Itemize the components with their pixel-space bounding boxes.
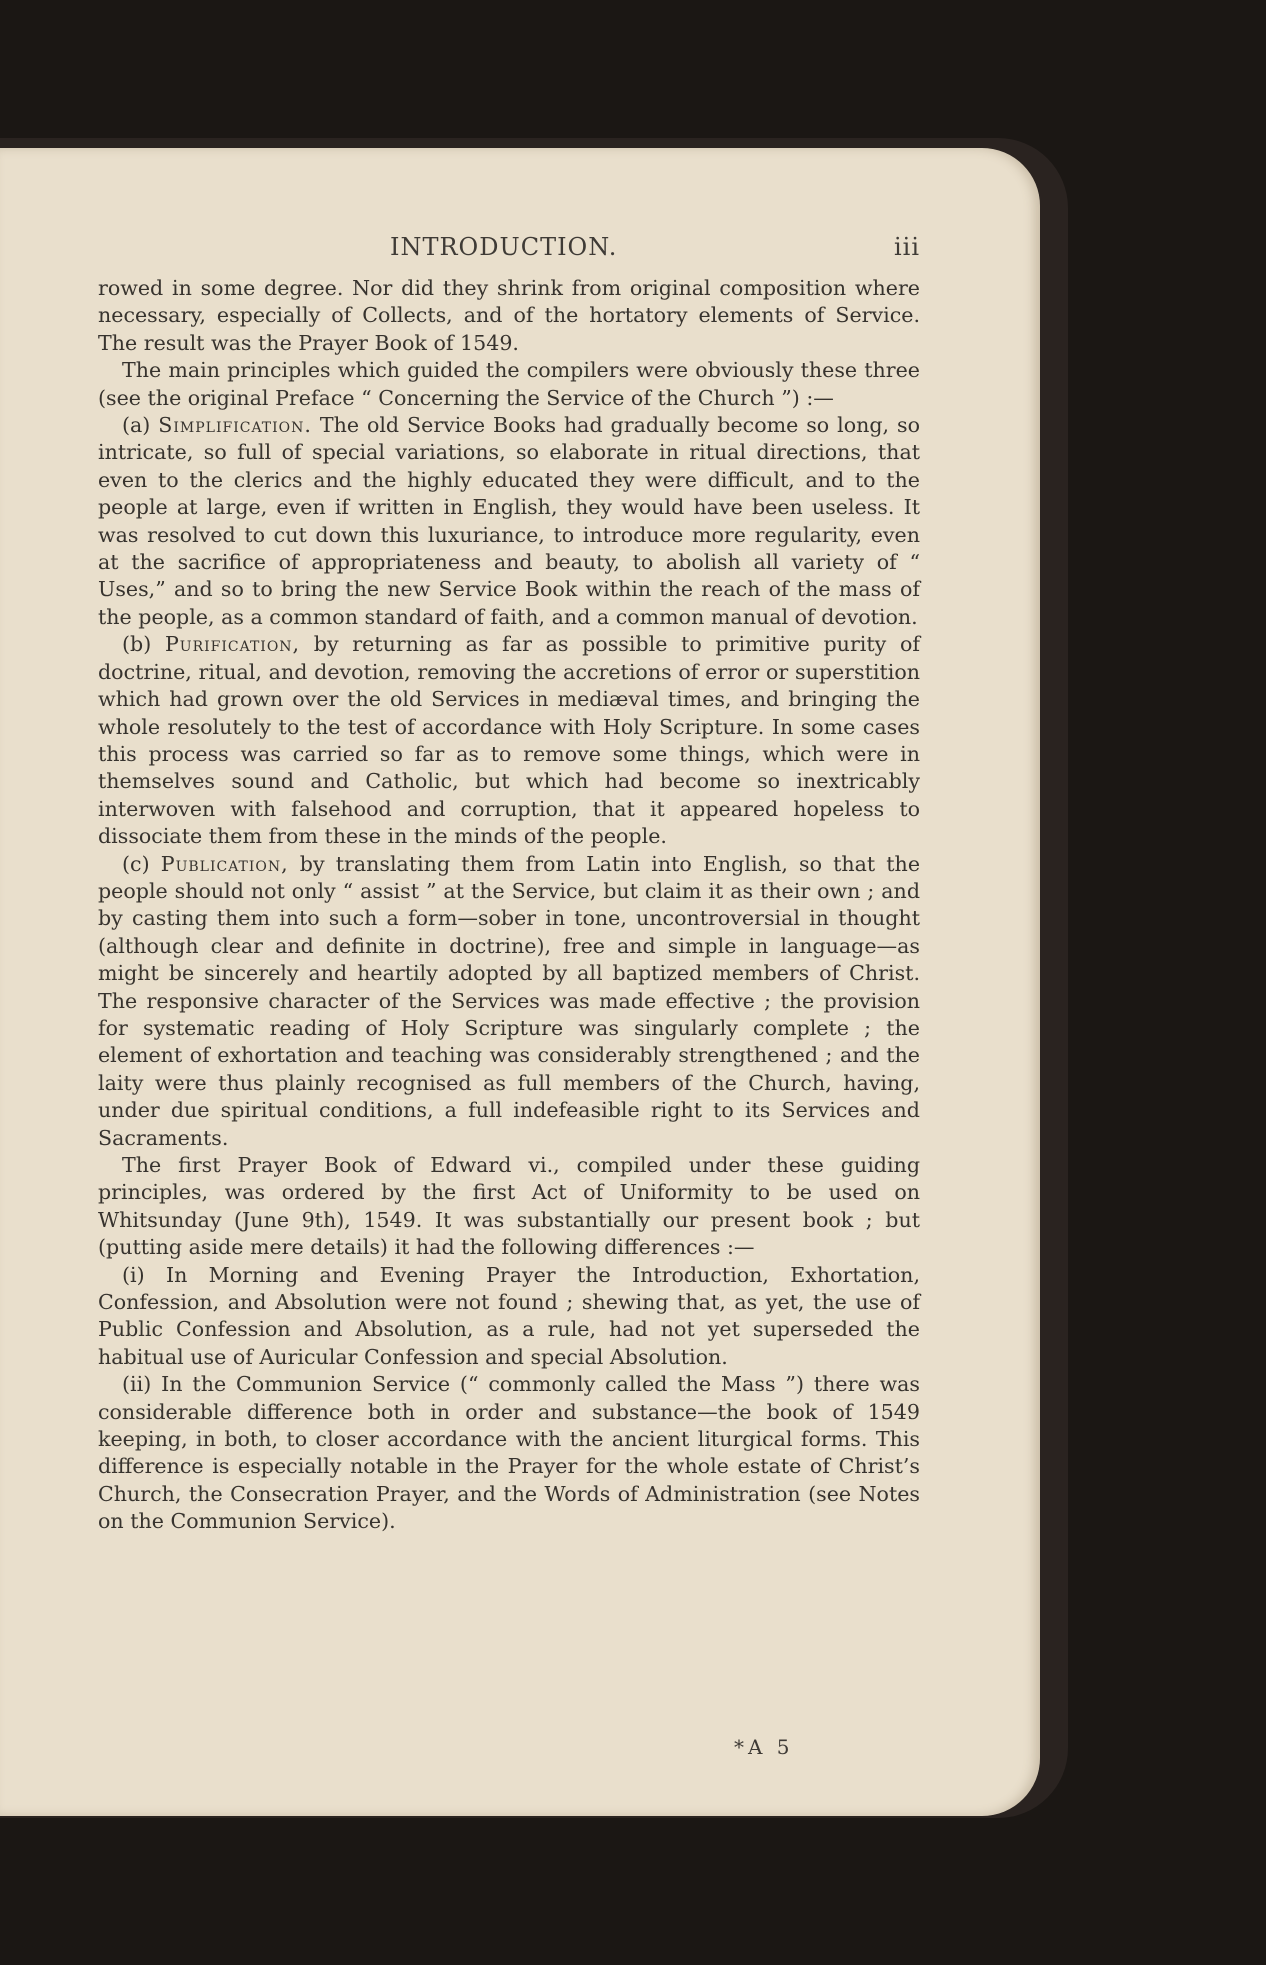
item-label: (b): [122, 632, 165, 657]
paragraph-difference-i: (i) In Morning and Evening Prayer the Introduction, Exhortation, Confession, and Absolution were not found ; shewing that, as yet, the use of Public Confession and Absolution, as a rule, had not yet superseded the habitual use of Auricular Confession and special Absolution.: [98, 1262, 920, 1369]
section-heading-purification: Purification,: [164, 632, 301, 657]
paragraph-continuation: rowed in some degree. Nor did they shrink from original composition where necessary, especially of Collects, and of the hortatory elements of Service. The result was the Prayer Book of 1549.: [98, 276, 920, 355]
paragraph-principles-intro: The main principles which guided the compilers were obviously these three (see the original Preface “ Concerning the Service of the Church ”) :—: [98, 358, 920, 410]
paragraph-first-prayer-book: The first Prayer Book of Edward vi., compiled under these guiding principles, was ordered by the first Act of Uniformity to be used on Whitsunday (June 9th), 1549. It was substantially our present book ; but (putting aside mere details) it had the following differences :—: [98, 1153, 920, 1260]
paragraph-text: by translating them from Latin into English, so that the people should not only “ assist ” at the Service, but claim it as their own ; and by casting them into such a form—sober in tone, uncontroversial in thought (although clear and definite in doctrine), free and simple in language—as might be sincerely and heartily adopted by all baptized members of Christ. The responsive character of the Services was made effective ; the provision for systematic reading of Holy Scripture was singularly complete ; the element of exhortation and teaching was considerably strengthened ; and the laity were thus plainly recognised as full members of the Church, having, under due spiritual conditions, a full indefeasible right to its Services and Sacraments.: [98, 851, 921, 1150]
section-heading-publication: Publication,: [160, 851, 289, 876]
paragraph-purification: [98, 631, 920, 850]
paragraph-difference-ii: (ii) In the Communion Service (“ commonly called the Mass ”) there was considerable difference both in order and substance—the book of 1549 keeping, in both, to closer accordance with the ancient liturgical forms. This difference is especially notable in the Prayer for the whole estate of Christ’s Church, the Consecration Prayer, and the Words of Administration (see Notes on the Communion Service).: [98, 1372, 920, 1534]
paragraph-publication: [98, 851, 920, 1152]
paragraph-simplification: [98, 412, 920, 631]
page-number: iii: [893, 233, 920, 261]
signature-mark: *A 5: [734, 1735, 794, 1759]
running-head: [98, 233, 920, 265]
item-label: (c): [122, 851, 161, 876]
section-heading-simplification: Simplification.: [158, 413, 312, 438]
paragraph-text: The old Service Books had gradually become so long, so intricate, so full of special variations, so elaborate in ritual directions, that even to the clerics and the highly educated they were difficult, and to the people at large, even if written in English, they would have been useless. It was resolved to cut down this luxuriance, to introduce more regularity, even at the sacrifice of appropriateness and beauty, to abolish all variety of “ Uses,” and so to bring the new Service Book within the reach of the mass of the people, as a common standard of faith, and a common manual of devotion.: [98, 413, 920, 629]
body-text: [98, 275, 920, 1536]
paragraph-text: by returning as far as possible to primitive purity of doctrine, ritual, and devotion, removing the accretions of error or superstition which had grown over the old Services in mediæval times, and bringing the whole resolutely to the test of accordance with Holy Scripture. In some cases this process was carried so far as to remove some things, which were in themselves sound and Catholic, but which had become so inextricably interwoven with falsehood and corruption, that it appeared hopeless to dissociate them from these in the minds of the people.: [98, 632, 920, 849]
running-title: INTRODUCTION.: [390, 233, 618, 261]
item-label: (a): [122, 413, 159, 438]
